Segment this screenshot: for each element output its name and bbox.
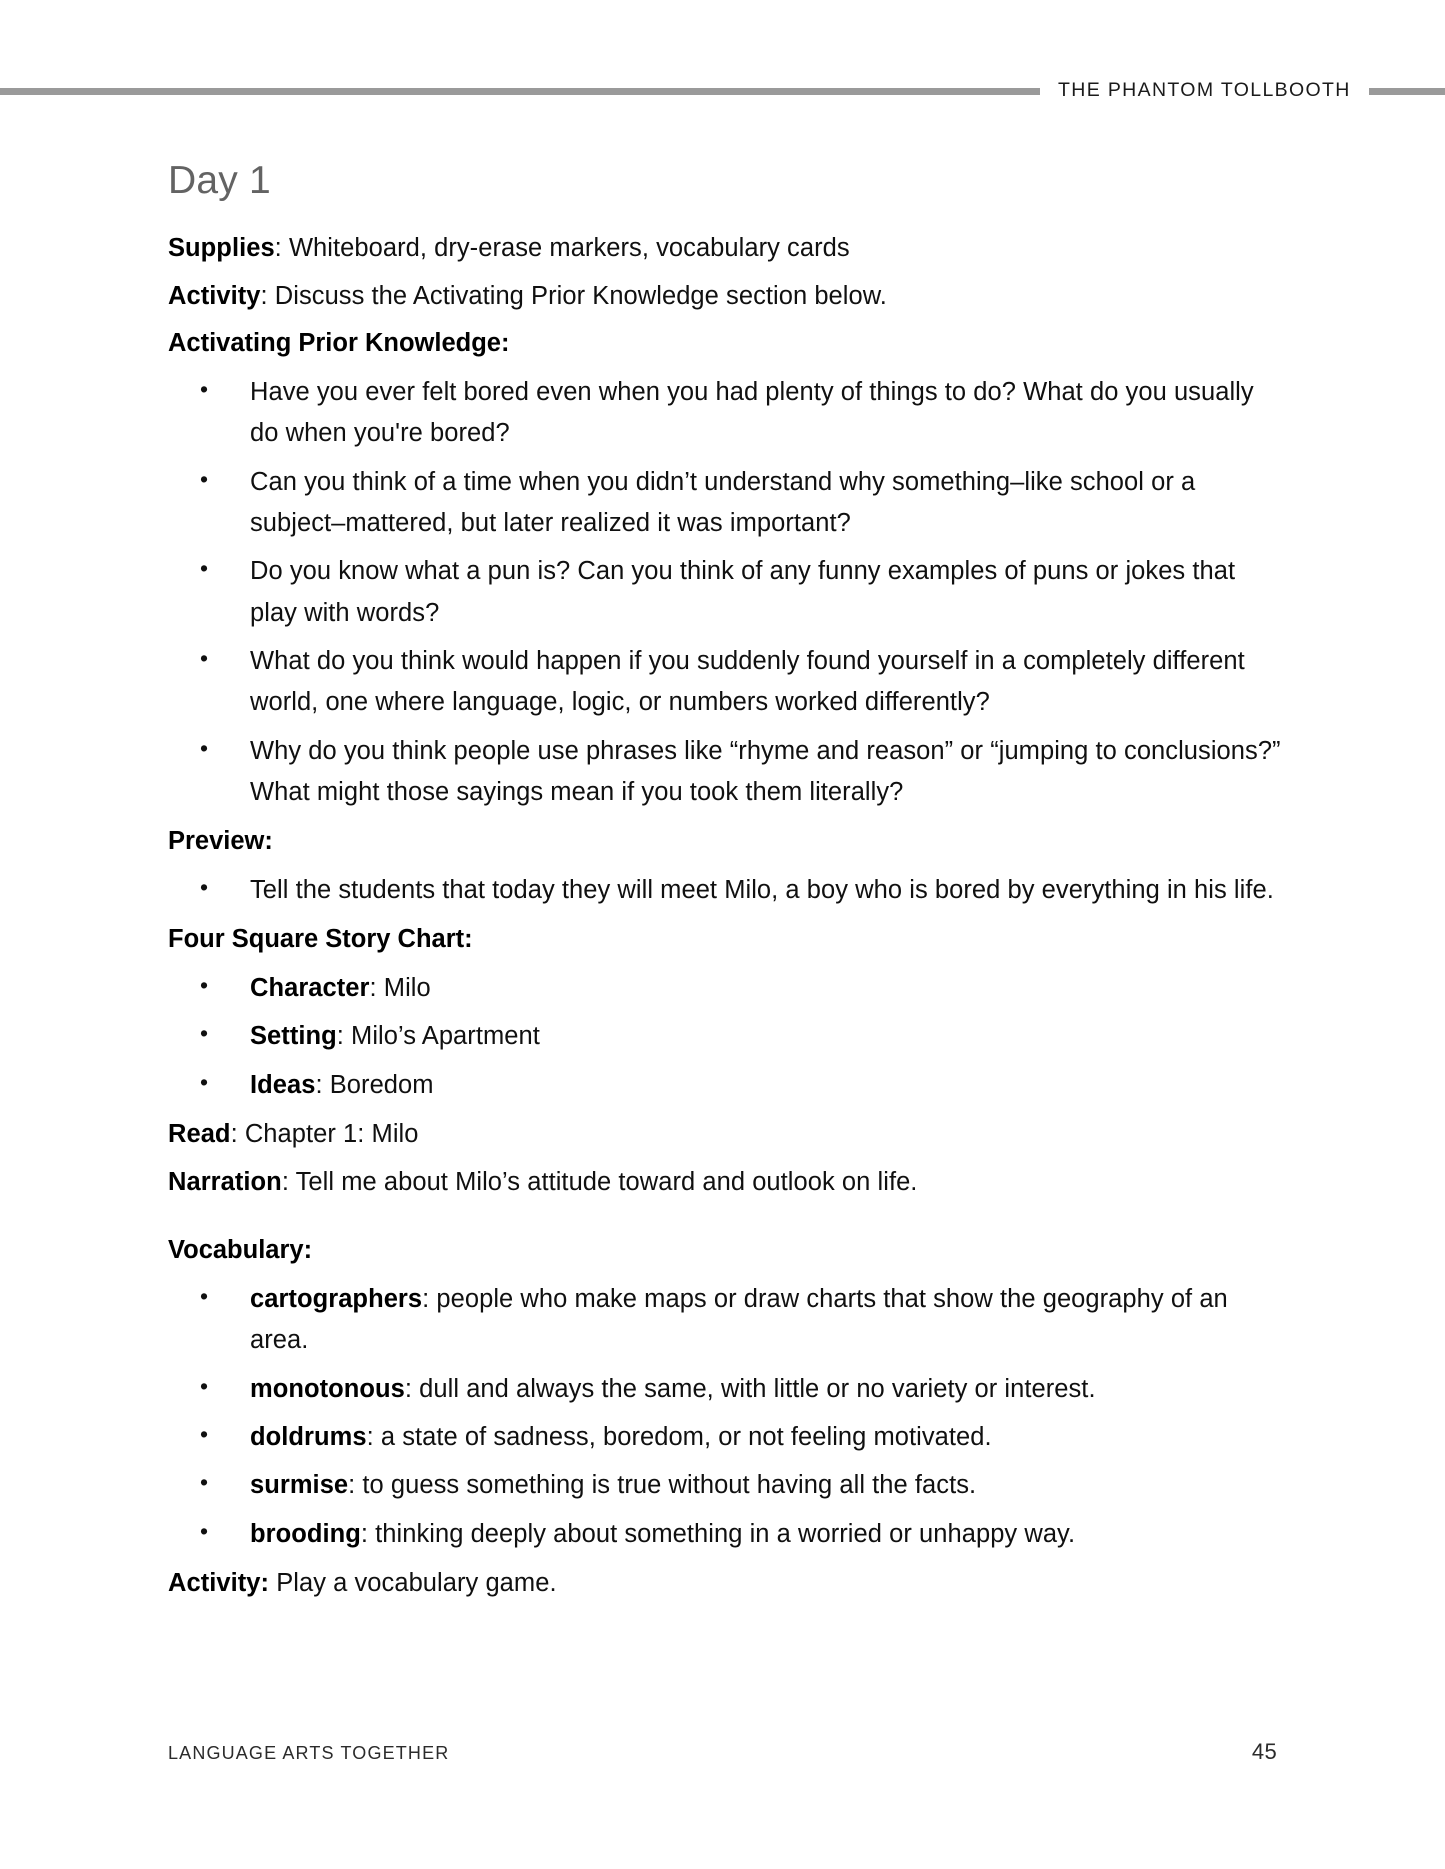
list-item-term: Ideas [250, 1070, 316, 1099]
footer-series-label: LANGUAGE ARTS TOGETHER [168, 1743, 450, 1763]
list-item-term: doldrums [250, 1422, 367, 1451]
list-item: • Tell the students that today they will meet Milo, a boy who is bored by everything in his life. [168, 870, 1281, 911]
list-item-definition: : Boredom [315, 1070, 434, 1099]
list-item-definition: : Milo’s Apartment [336, 1022, 540, 1051]
running-header [0, 78, 1445, 104]
list-item-definition: : Milo [369, 973, 431, 1002]
list-item [168, 1065, 1281, 1106]
read-line [168, 1115, 1281, 1154]
header-book-title: THE PHANTOM TOLLBOOTH [1058, 79, 1351, 102]
vocabulary-list [168, 1279, 1281, 1555]
header-rule-right [1369, 88, 1445, 95]
read-label: Read [168, 1119, 231, 1148]
four-square-story-chart-list [168, 968, 1281, 1106]
list-item: • Have you ever felt bored even when you had plenty of things to do? What do you usually do when you're bored? [168, 372, 1281, 455]
header-rule-left [0, 88, 1040, 95]
list-item [168, 1369, 1281, 1410]
list-item [168, 1514, 1281, 1555]
list-item [168, 1016, 1281, 1057]
list-item: • Do you know what a pun is? Can you think of any funny examples of puns or jokes that play with words? [168, 551, 1281, 634]
page-content [168, 160, 1281, 1612]
activity-text: : Discuss the Activating Prior Knowledge section below. [260, 281, 887, 310]
supplies-line [168, 229, 1281, 268]
footer-page-number: 45 [1251, 1739, 1277, 1764]
preview-heading: Preview: [168, 827, 273, 856]
list-item: • Why do you think people use phrases like “rhyme and reason” or “jumping to conclusions?” What might those sayings mean if you took them literally? [168, 731, 1281, 814]
read-text: : Chapter 1: Milo [230, 1119, 419, 1148]
list-item-definition: : people who make maps or draw charts that show the geography of an area. [250, 1285, 1228, 1355]
narration-text: : Tell me about Milo’s attitude toward and outlook on life. [281, 1167, 918, 1196]
list-item: • Can you think of a time when you didn’t understand why something–like school or a subject–mattered, but later realized it was important? [168, 462, 1281, 545]
narration-line [168, 1163, 1281, 1202]
list-item-term: cartographers [250, 1285, 423, 1314]
closing-activity-label: Activity: [168, 1568, 270, 1597]
activity-label: Activity [168, 281, 261, 310]
activating-prior-knowledge-heading: Activating Prior Knowledge: [168, 329, 510, 358]
vocabulary-heading: Vocabulary: [168, 1236, 313, 1265]
activity-line [168, 277, 1281, 316]
list-item: • What do you think would happen if you suddenly found yourself in a completely different world, one where language, logic, or numbers worked differently? [168, 641, 1281, 724]
list-item-definition: : thinking deeply about something in a worried or unhappy way. [360, 1519, 1076, 1548]
list-item [168, 1465, 1281, 1506]
closing-activity-text: Play a vocabulary game. [269, 1568, 557, 1597]
activating-prior-knowledge-list [168, 372, 1281, 813]
page-title: Day 1 [168, 159, 271, 202]
preview-list [168, 870, 1281, 911]
list-item [168, 968, 1281, 1009]
supplies-label: Supplies [168, 233, 275, 262]
list-item-term: brooding [250, 1519, 361, 1548]
list-item [168, 1279, 1281, 1362]
list-item-term: Character [250, 973, 370, 1002]
list-item-definition: : dull and always the same, with little or no variety or interest. [404, 1374, 1096, 1403]
list-item-term: Setting [250, 1022, 337, 1051]
narration-label: Narration [168, 1167, 282, 1196]
list-item [168, 1417, 1281, 1458]
list-item-term: surmise [250, 1471, 349, 1500]
list-item-term: monotonous [250, 1374, 405, 1403]
running-footer [168, 1739, 1277, 1765]
list-item-definition: : to guess something is true without having all the facts. [348, 1471, 977, 1500]
closing-activity-line [168, 1564, 1281, 1603]
four-square-story-chart-heading: Four Square Story Chart: [168, 925, 473, 954]
list-item-definition: : a state of sadness, boredom, or not feeling motivated. [366, 1422, 992, 1451]
supplies-text: : Whiteboard, dry-erase markers, vocabulary cards [274, 233, 850, 262]
